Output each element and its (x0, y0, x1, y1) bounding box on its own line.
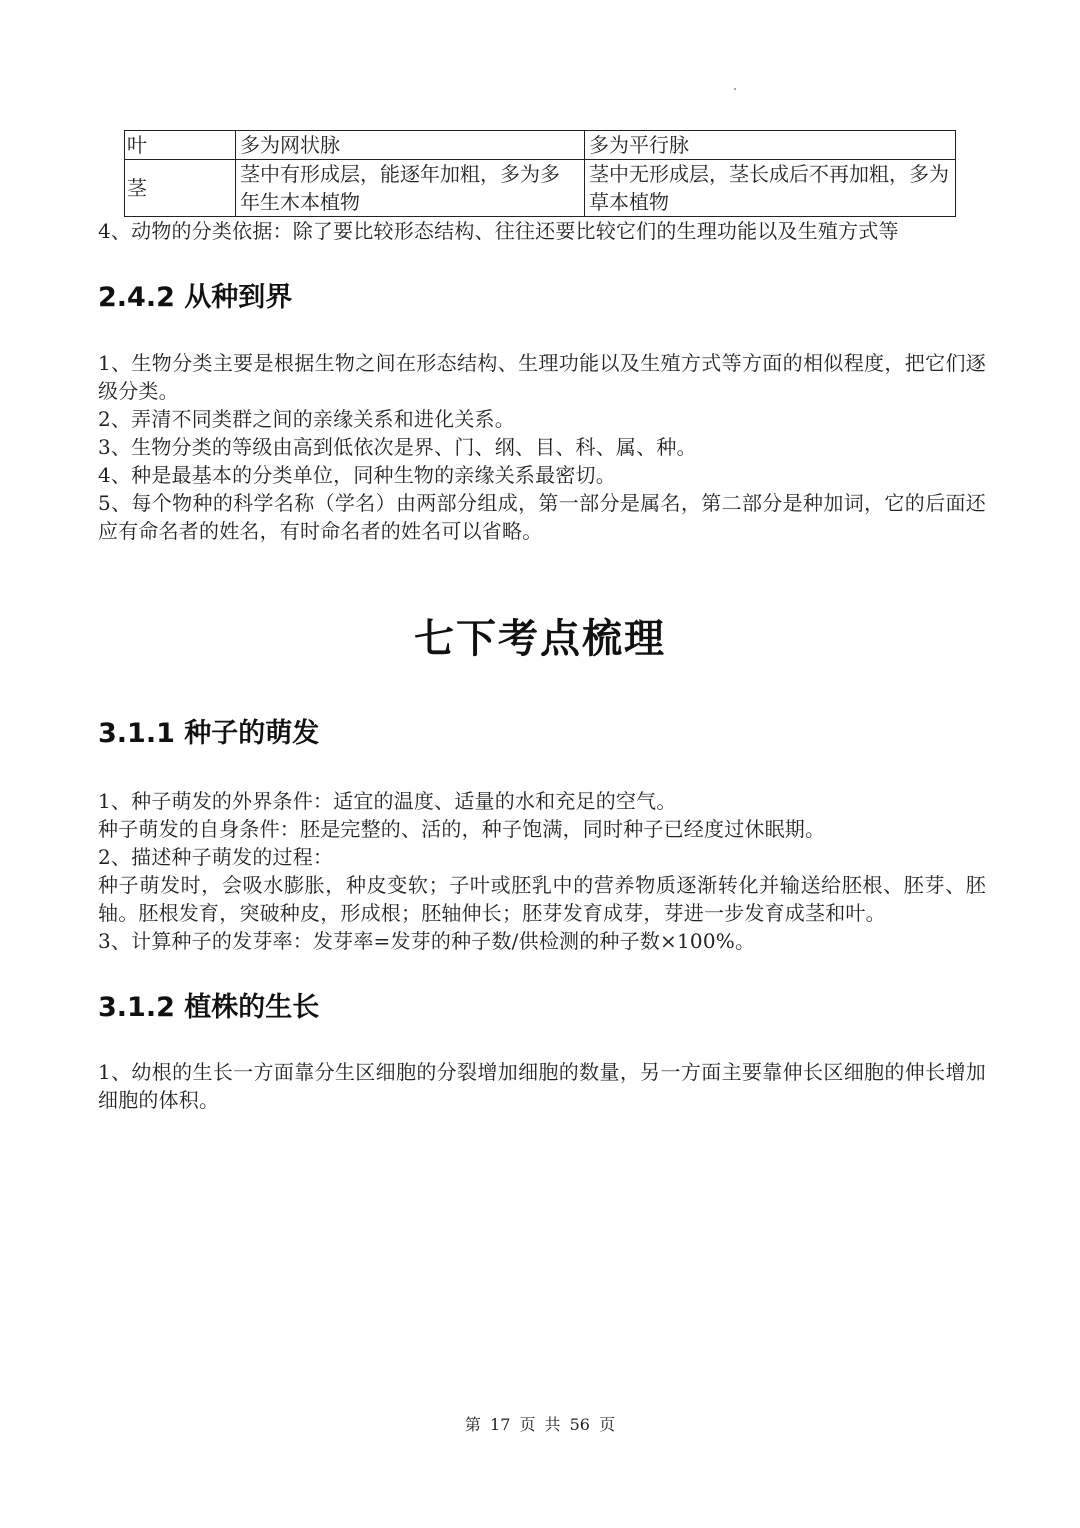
paragraph: 2、弄清不同类群之间的亲缘关系和进化关系。 (98, 407, 515, 431)
table-cell: 茎 (125, 160, 236, 217)
table-cell: 叶 (125, 131, 236, 160)
paragraph: 1、幼根的生长一方面靠分生区细胞的分裂增加细胞的数量，另一方面主要靠伸长区细胞的伸长增加细胞的体积。 (98, 1060, 986, 1112)
section-heading: 2.4.2 从种到界 (98, 282, 293, 313)
section-heading: 3.1.1 种子的萌发 (98, 718, 320, 749)
table-cell: 多为平行脉 (585, 131, 956, 160)
paragraph: 1、种子萌发的外界条件：适宜的温度、适量的水和充足的空气。 (98, 789, 677, 813)
paragraph: 种子萌发时，会吸水膨胀，种皮变软；子叶或胚乳中的营养物质逐渐转化并输送给胚根、胚芽、胚轴。胚根发育，突破种皮，形成根；胚轴伸长；胚芽发育成芽，芽进一步发育成茎和叶。 (98, 873, 986, 925)
table-row (125, 160, 956, 217)
table-row (125, 131, 956, 160)
paragraph: 2、描述种子萌发的过程： (98, 845, 334, 869)
paragraph: 1、生物分类主要是根据生物之间在形态结构、生理功能以及生殖方式等方面的相似程度，把它们逐级分类。 (98, 351, 986, 403)
page-footer: 第 17 页 共 56 页 (464, 1415, 616, 1434)
paragraph: 4、种是最基本的分类单位，同种生物的亲缘关系最密切。 (98, 463, 616, 487)
table-cell: 茎中无形成层，茎长成后不再加粗，多为草本植物 (585, 160, 956, 217)
paragraph: 5、每个物种的科学名称（学名）由两部分组成，第一部分是属名，第二部分是种加词，它的后面还应有命名者的姓名，有时命名者的姓名可以省略。 (98, 491, 986, 543)
paragraph: 4、动物的分类依据：除了要比较形态结构、往往还要比较它们的生理功能以及生殖方式等 (98, 219, 899, 243)
section-heading: 3.1.2 植株的生长 (98, 992, 320, 1023)
paragraph: 种子萌发的自身条件：胚是完整的、活的，种子饱满，同时种子已经度过休眠期。 (98, 817, 826, 841)
table-cell: 多为网状脉 (236, 131, 585, 160)
comparison-table (124, 130, 956, 217)
paragraph: 3、生物分类的等级由高到低依次是界、门、纲、目、科、属、种。 (98, 435, 697, 459)
chapter-title: 七下考点梳理 (414, 616, 666, 662)
page-dot (734, 88, 736, 90)
paragraph: 3、计算种子的发芽率：发芽率=发芽的种子数/供检测的种子数×100%。 (98, 929, 756, 953)
table-cell: 茎中有形成层，能逐年加粗，多为多年生木本植物 (236, 160, 585, 217)
